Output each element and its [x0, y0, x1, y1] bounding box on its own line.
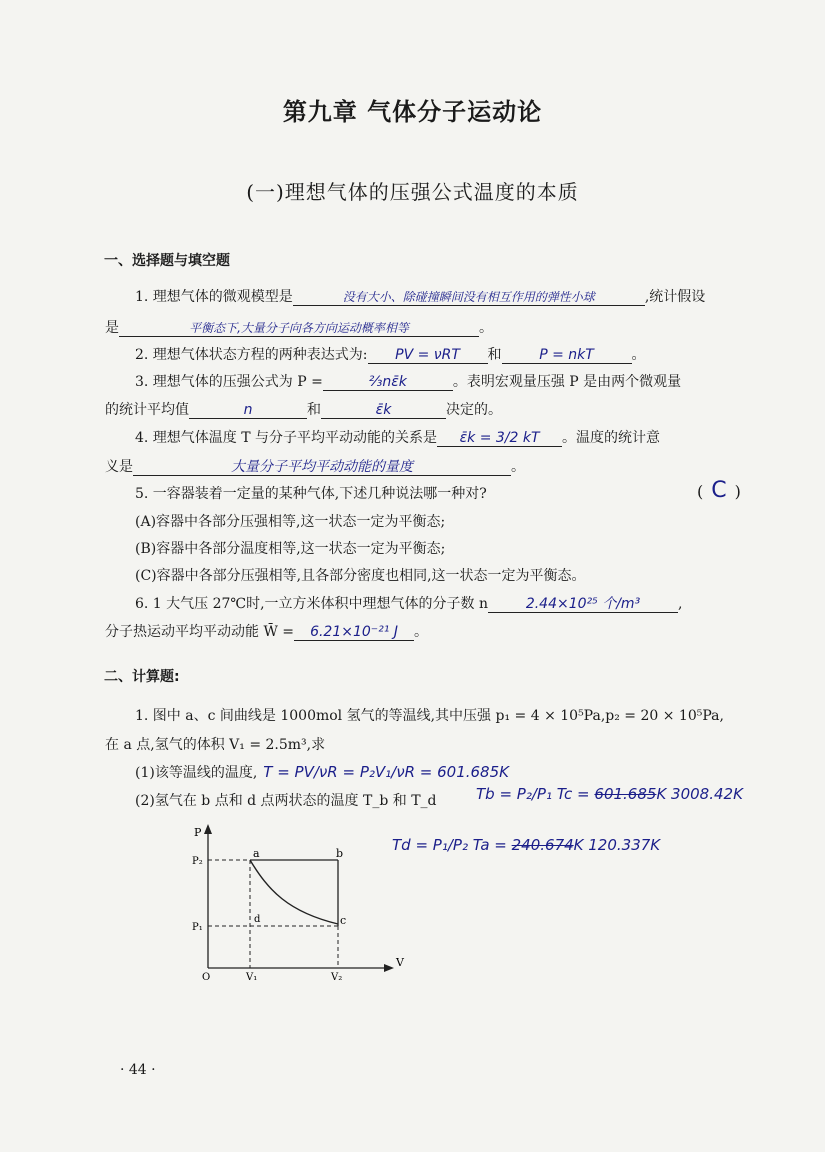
y-axis-arrow-icon	[204, 824, 212, 834]
q6-line2	[105, 622, 428, 642]
q6-answer-w: 6.21×10⁻²¹ J	[294, 624, 414, 641]
q1-text-c: 是	[105, 320, 119, 336]
calc1-answer-td	[392, 836, 660, 854]
q4-text-c: 义是	[105, 459, 133, 475]
p2-label: P₂	[192, 856, 203, 867]
q4-line2	[105, 457, 525, 477]
point-c-label: c	[340, 914, 347, 927]
page-number: · 44 ·	[120, 1062, 156, 1078]
q6-line1	[135, 594, 682, 614]
q3-answer-n: n	[189, 402, 307, 419]
origin-label: O	[202, 972, 211, 983]
isotherm-curve	[250, 860, 338, 924]
calc1-statement: 1. 图中 a、c 间曲线是 1000mol 氢气的等温线,其中压强 p₁ = 4 × 10⁵Pa,p₂ = 20 × 10⁵Pa,	[135, 708, 724, 724]
q6-text-b: ,	[678, 596, 683, 612]
q5-question: 5. 一容器装着一定量的某种气体,下述几种说法哪一种对?	[135, 486, 487, 502]
calc1-statement-2: 在 a 点,氢气的体积 V₁ = 2.5m³,求	[105, 737, 326, 753]
calc1-answer-tb	[476, 785, 743, 803]
q4-text-a: 4. 理想气体温度 T 与分子平均平动动能的关系是	[135, 430, 438, 446]
q2-answer-2: P = nkT	[502, 347, 632, 364]
q3-text-a: 3. 理想气体的压强公式为 P =	[135, 374, 323, 390]
part1-heading: 一、选择题与填空题	[104, 253, 230, 269]
q4-line1	[135, 428, 660, 448]
q2-and: 和	[487, 347, 502, 363]
point-b-label: b	[336, 847, 344, 860]
q5-paren-close: )	[734, 482, 741, 501]
v2-label: V₂	[331, 972, 343, 983]
q6-end: 。	[414, 624, 429, 640]
q4-text-b: 。温度的统计意	[562, 430, 661, 446]
td-value: K 120.337K	[573, 836, 661, 854]
q3-answer-ek: ε̄k	[321, 402, 446, 419]
q3-answer-formula: ⅔nε̄k	[323, 374, 453, 391]
q6-text-c: 分子热运动平均平动动能 W̄ =	[105, 624, 295, 640]
q1-text-a: 1. 理想气体的微观模型是	[135, 289, 293, 305]
q3-text-c: 的统计平均值	[105, 402, 189, 418]
tb-formula: Tb = P₂/P₁ Tc =	[476, 785, 590, 803]
q1-line1	[135, 287, 705, 307]
q5-answer-box	[697, 478, 741, 503]
q2-text: 2. 理想气体状态方程的两种表达式为:	[135, 347, 368, 363]
q1-answer-assumption: 平衡态下,大量分子向各方向运动概率相等	[119, 320, 479, 337]
calc1-sub2: (2)氢气在 b 点和 d 点两状态的温度 T_b 和 T_d	[135, 793, 437, 809]
q5-paren-open: (	[697, 482, 704, 501]
q6-answer-n: 2.44×10²⁵ 个/m³	[488, 596, 678, 613]
p1-label: P₁	[192, 922, 203, 933]
q4-end: 。	[511, 459, 525, 475]
tb-value: K 3008.42K	[656, 785, 743, 803]
q6-text-a: 6. 1 大气压 27℃时,一立方米体积中理想气体的分子数 n	[135, 596, 489, 612]
q2-end: 。	[631, 347, 646, 363]
q3-text-d: 决定的。	[446, 402, 502, 418]
section-title: (一)理想气体的压强公式温度的本质	[246, 180, 579, 204]
q5-option-b: (B)容器中各部分温度相等,这一状态一定为平衡态;	[135, 541, 446, 557]
td-formula: Td = P₁/P₂ Ta =	[392, 836, 507, 854]
q3-line2	[105, 400, 502, 420]
y-axis-label: P	[194, 826, 202, 839]
q5-answer: C	[711, 478, 727, 503]
q1-text-b: ,统计假设	[644, 289, 706, 305]
q3-line1	[135, 372, 681, 392]
q1-text-end: 。	[479, 320, 493, 336]
q1-line2	[105, 318, 493, 338]
calc1-sub1	[135, 762, 509, 783]
calc1-sub1-answer: T = PV/νR = P₂V₁/νR = 601.685K	[263, 763, 509, 781]
q5-option-c: (C)容器中各部分压强相等,且各部分密度也相同,这一状态一定为平衡态。	[135, 568, 586, 584]
q2-answer-1: PV = νRT	[368, 347, 488, 364]
q4-answer-relation: ε̄k = 3/2 kT	[437, 430, 562, 447]
q3-text-b: 。表明宏观量压强 P 是由两个微观量	[452, 374, 682, 390]
calc1-sub1-text: (1)该等温线的温度,	[135, 765, 258, 781]
q5-option-a: (A)容器中各部分压强相等,这一状态一定为平衡态;	[135, 514, 446, 530]
q2-line	[135, 345, 646, 365]
q1-answer-model: 没有大小、除碰撞瞬间没有相互作用的弹性小球	[293, 289, 645, 306]
point-a-label: a	[253, 847, 260, 860]
tb-struck-value: 601.685	[594, 785, 657, 803]
point-d-label: d	[254, 914, 261, 925]
chapter-title: 第九章 气体分子运动论	[282, 97, 543, 126]
part2-heading: 二、计算题:	[104, 669, 180, 685]
q3-and: 和	[307, 402, 321, 418]
x-axis-label: V	[396, 956, 404, 969]
td-struck-value: 240.674	[511, 836, 574, 854]
q4-answer-meaning: 大量分子平均平动动能的量度	[133, 459, 511, 476]
v1-label: V₁	[246, 972, 258, 983]
pv-diagram	[188, 820, 408, 985]
x-axis-arrow-icon	[384, 964, 394, 972]
